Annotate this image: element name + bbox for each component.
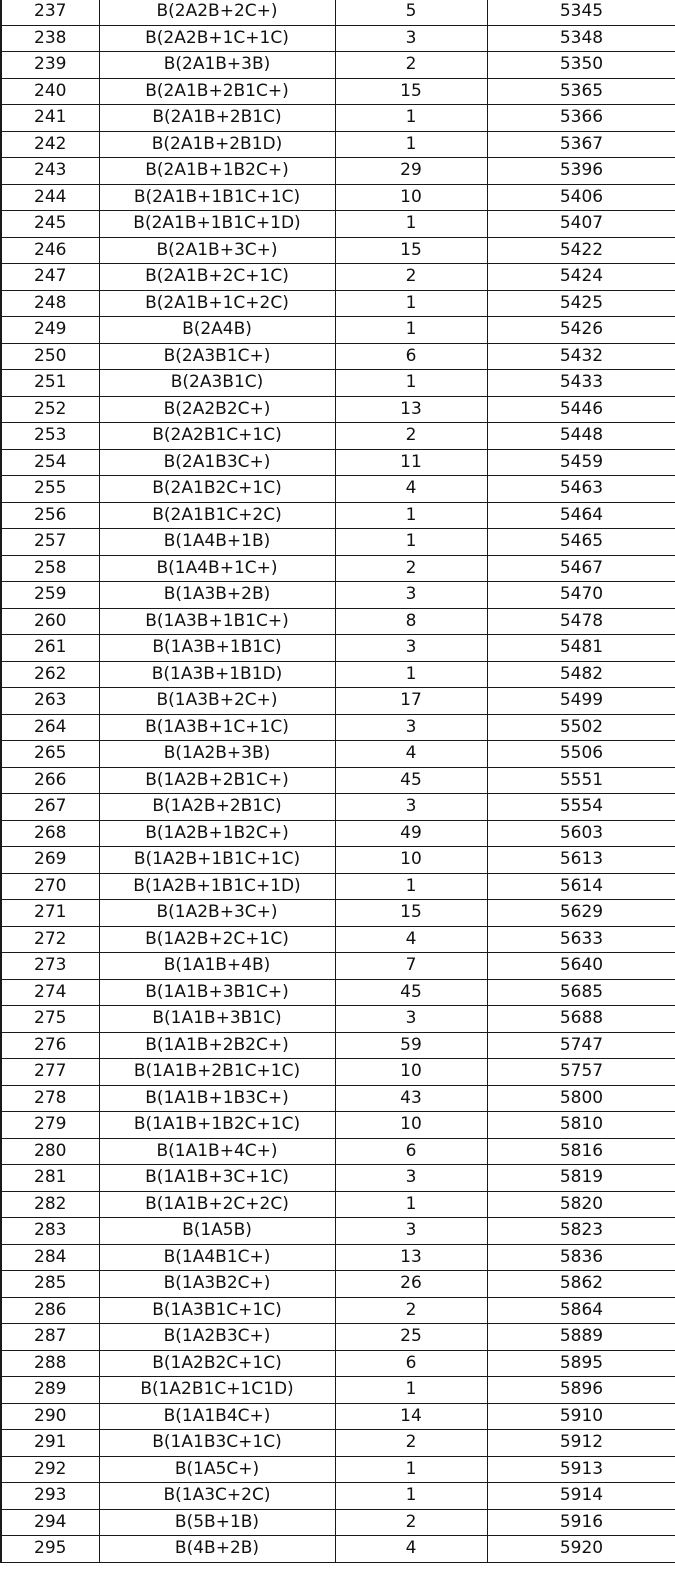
table-row bbox=[1, 714, 675, 741]
count-cell: 4 bbox=[335, 1536, 487, 1563]
cumulative-cell: 5422 bbox=[487, 237, 675, 264]
count-cell: 3 bbox=[335, 1218, 487, 1245]
table-row bbox=[1, 1483, 675, 1510]
composition-cell: B(1A3B2C+) bbox=[99, 1271, 335, 1298]
cumulative-cell: 5685 bbox=[487, 979, 675, 1006]
cumulative-cell: 5895 bbox=[487, 1350, 675, 1377]
row-number-cell: 293 bbox=[1, 1483, 99, 1510]
count-cell: 25 bbox=[335, 1324, 487, 1351]
count-cell: 1 bbox=[335, 370, 487, 397]
composition-cell: B(2A2B+2C+) bbox=[99, 0, 335, 25]
cumulative-cell: 5502 bbox=[487, 714, 675, 741]
table-row bbox=[1, 1456, 675, 1483]
cumulative-cell: 5603 bbox=[487, 820, 675, 847]
composition-cell: B(2A1B+2B1D) bbox=[99, 131, 335, 158]
composition-cell: B(2A1B+1C+2C) bbox=[99, 290, 335, 317]
composition-cell: B(1A3B+1C+1C) bbox=[99, 714, 335, 741]
composition-cell: B(1A2B+1B1C+1C) bbox=[99, 847, 335, 874]
composition-cell: B(1A2B+1B2C+) bbox=[99, 820, 335, 847]
count-cell: 14 bbox=[335, 1403, 487, 1430]
composition-cell: B(1A5B) bbox=[99, 1218, 335, 1245]
count-cell: 2 bbox=[335, 1430, 487, 1457]
row-number-cell: 269 bbox=[1, 847, 99, 874]
row-number-cell: 273 bbox=[1, 953, 99, 980]
cumulative-cell: 5345 bbox=[487, 0, 675, 25]
cumulative-cell: 5365 bbox=[487, 78, 675, 105]
table-row bbox=[1, 847, 675, 874]
cumulative-cell: 5551 bbox=[487, 767, 675, 794]
row-number-cell: 290 bbox=[1, 1403, 99, 1430]
composition-cell: B(5B+1B) bbox=[99, 1509, 335, 1536]
table-row bbox=[1, 555, 675, 582]
table-row bbox=[1, 1536, 675, 1563]
count-cell: 4 bbox=[335, 476, 487, 503]
count-cell: 1 bbox=[335, 661, 487, 688]
composition-cell: B(1A3B1C+1C) bbox=[99, 1297, 335, 1324]
table-row bbox=[1, 979, 675, 1006]
cumulative-cell: 5464 bbox=[487, 502, 675, 529]
row-number-cell: 267 bbox=[1, 794, 99, 821]
composition-cell: B(1A1B+3B1C) bbox=[99, 1006, 335, 1033]
table-row bbox=[1, 1112, 675, 1139]
cumulative-cell: 5478 bbox=[487, 608, 675, 635]
cumulative-cell: 5470 bbox=[487, 582, 675, 609]
composition-cell: B(1A4B1C+) bbox=[99, 1244, 335, 1271]
count-cell: 2 bbox=[335, 423, 487, 450]
table-row bbox=[1, 635, 675, 662]
count-cell: 3 bbox=[335, 582, 487, 609]
composition-cell: B(1A2B+2C+1C) bbox=[99, 926, 335, 953]
count-cell: 15 bbox=[335, 900, 487, 927]
count-cell: 1 bbox=[335, 317, 487, 344]
count-cell: 13 bbox=[335, 396, 487, 423]
cumulative-cell: 5426 bbox=[487, 317, 675, 344]
cumulative-cell: 5506 bbox=[487, 741, 675, 768]
composition-cell: B(2A1B+2C+1C) bbox=[99, 264, 335, 291]
table-row bbox=[1, 953, 675, 980]
composition-cell: B(1A2B+2B1C+) bbox=[99, 767, 335, 794]
cumulative-cell: 5407 bbox=[487, 211, 675, 238]
count-cell: 59 bbox=[335, 1032, 487, 1059]
count-cell: 15 bbox=[335, 78, 487, 105]
composition-cell: B(2A1B+1B1C+1C) bbox=[99, 184, 335, 211]
composition-cell: B(2A4B) bbox=[99, 317, 335, 344]
row-number-cell: 288 bbox=[1, 1350, 99, 1377]
cumulative-cell: 5482 bbox=[487, 661, 675, 688]
table-row bbox=[1, 1403, 675, 1430]
table-row bbox=[1, 794, 675, 821]
table-row bbox=[1, 529, 675, 556]
table-row bbox=[1, 767, 675, 794]
count-cell: 1 bbox=[335, 211, 487, 238]
row-number-cell: 244 bbox=[1, 184, 99, 211]
table-row bbox=[1, 1032, 675, 1059]
cumulative-cell: 5836 bbox=[487, 1244, 675, 1271]
cumulative-cell: 5463 bbox=[487, 476, 675, 503]
row-number-cell: 254 bbox=[1, 449, 99, 476]
row-number-cell: 242 bbox=[1, 131, 99, 158]
row-number-cell: 268 bbox=[1, 820, 99, 847]
count-cell: 1 bbox=[335, 529, 487, 556]
row-number-cell: 258 bbox=[1, 555, 99, 582]
composition-cell: B(2A1B+1B2C+) bbox=[99, 158, 335, 185]
cumulative-cell: 5816 bbox=[487, 1138, 675, 1165]
cumulative-cell: 5554 bbox=[487, 794, 675, 821]
composition-cell: B(1A1B+2C+2C) bbox=[99, 1191, 335, 1218]
composition-cell: B(1A4B+1B) bbox=[99, 529, 335, 556]
cumulative-cell: 5467 bbox=[487, 555, 675, 582]
row-number-cell: 241 bbox=[1, 105, 99, 132]
composition-cell: B(1A2B+2B1C) bbox=[99, 794, 335, 821]
count-cell: 2 bbox=[335, 264, 487, 291]
count-cell: 6 bbox=[335, 343, 487, 370]
count-cell: 4 bbox=[335, 741, 487, 768]
count-cell: 3 bbox=[335, 714, 487, 741]
row-number-cell: 281 bbox=[1, 1165, 99, 1192]
row-number-cell: 261 bbox=[1, 635, 99, 662]
cumulative-cell: 5912 bbox=[487, 1430, 675, 1457]
table-row bbox=[1, 343, 675, 370]
row-number-cell: 277 bbox=[1, 1059, 99, 1086]
table-row bbox=[1, 820, 675, 847]
table-row bbox=[1, 211, 675, 238]
row-number-cell: 245 bbox=[1, 211, 99, 238]
count-cell: 11 bbox=[335, 449, 487, 476]
row-number-cell: 295 bbox=[1, 1536, 99, 1563]
row-number-cell: 243 bbox=[1, 158, 99, 185]
count-cell: 29 bbox=[335, 158, 487, 185]
composition-cell: B(1A1B3C+1C) bbox=[99, 1430, 335, 1457]
cumulative-cell: 5424 bbox=[487, 264, 675, 291]
composition-cell: B(1A4B+1C+) bbox=[99, 555, 335, 582]
composition-cell: B(2A2B2C+) bbox=[99, 396, 335, 423]
cumulative-cell: 5864 bbox=[487, 1297, 675, 1324]
cumulative-cell: 5920 bbox=[487, 1536, 675, 1563]
row-number-cell: 263 bbox=[1, 688, 99, 715]
table-row bbox=[1, 1350, 675, 1377]
table-row bbox=[1, 290, 675, 317]
table-row bbox=[1, 449, 675, 476]
count-cell: 5 bbox=[335, 0, 487, 25]
composition-cell: B(1A1B+2B2C+) bbox=[99, 1032, 335, 1059]
count-cell: 4 bbox=[335, 926, 487, 953]
table-row bbox=[1, 608, 675, 635]
row-number-cell: 278 bbox=[1, 1085, 99, 1112]
cumulative-cell: 5629 bbox=[487, 900, 675, 927]
count-cell: 3 bbox=[335, 1165, 487, 1192]
table-row bbox=[1, 1509, 675, 1536]
count-cell: 10 bbox=[335, 1059, 487, 1086]
count-cell: 3 bbox=[335, 25, 487, 52]
cumulative-cell: 5448 bbox=[487, 423, 675, 450]
table-row bbox=[1, 1324, 675, 1351]
count-cell: 45 bbox=[335, 979, 487, 1006]
table-row bbox=[1, 105, 675, 132]
table-row bbox=[1, 502, 675, 529]
composition-cell: B(1A1B+2B1C+1C) bbox=[99, 1059, 335, 1086]
table-row bbox=[1, 370, 675, 397]
composition-cell: B(1A1B+4C+) bbox=[99, 1138, 335, 1165]
row-number-cell: 265 bbox=[1, 741, 99, 768]
cumulative-cell: 5757 bbox=[487, 1059, 675, 1086]
cumulative-cell: 5396 bbox=[487, 158, 675, 185]
count-cell: 1 bbox=[335, 1483, 487, 1510]
count-cell: 6 bbox=[335, 1138, 487, 1165]
composition-cell: B(1A2B1C+1C1D) bbox=[99, 1377, 335, 1404]
row-number-cell: 291 bbox=[1, 1430, 99, 1457]
cumulative-cell: 5916 bbox=[487, 1509, 675, 1536]
table-row bbox=[1, 1271, 675, 1298]
composition-cell: B(1A2B+3C+) bbox=[99, 900, 335, 927]
row-number-cell: 289 bbox=[1, 1377, 99, 1404]
row-number-cell: 262 bbox=[1, 661, 99, 688]
composition-cell: B(2A3B1C) bbox=[99, 370, 335, 397]
count-cell: 13 bbox=[335, 1244, 487, 1271]
count-cell: 2 bbox=[335, 1297, 487, 1324]
count-cell: 45 bbox=[335, 767, 487, 794]
composition-cell: B(2A1B3C+) bbox=[99, 449, 335, 476]
table-row bbox=[1, 237, 675, 264]
count-cell: 2 bbox=[335, 1509, 487, 1536]
row-number-cell: 238 bbox=[1, 25, 99, 52]
count-cell: 26 bbox=[335, 1271, 487, 1298]
cumulative-cell: 5819 bbox=[487, 1165, 675, 1192]
row-number-cell: 239 bbox=[1, 52, 99, 79]
composition-cell: B(1A2B2C+1C) bbox=[99, 1350, 335, 1377]
composition-cell: B(2A1B+2B1C+) bbox=[99, 78, 335, 105]
table-row bbox=[1, 317, 675, 344]
table-row bbox=[1, 900, 675, 927]
row-number-cell: 283 bbox=[1, 1218, 99, 1245]
cumulative-cell: 5896 bbox=[487, 1377, 675, 1404]
count-cell: 1 bbox=[335, 1191, 487, 1218]
cumulative-cell: 5862 bbox=[487, 1271, 675, 1298]
cumulative-cell: 5366 bbox=[487, 105, 675, 132]
count-cell: 3 bbox=[335, 794, 487, 821]
composition-cell: B(1A3B+1B1D) bbox=[99, 661, 335, 688]
table-row bbox=[1, 158, 675, 185]
count-cell: 6 bbox=[335, 1350, 487, 1377]
cumulative-cell: 5432 bbox=[487, 343, 675, 370]
table-row bbox=[1, 52, 675, 79]
cumulative-cell: 5348 bbox=[487, 25, 675, 52]
table-row bbox=[1, 1165, 675, 1192]
row-number-cell: 294 bbox=[1, 1509, 99, 1536]
row-number-cell: 264 bbox=[1, 714, 99, 741]
row-number-cell: 247 bbox=[1, 264, 99, 291]
cumulative-cell: 5350 bbox=[487, 52, 675, 79]
table-row bbox=[1, 1006, 675, 1033]
composition-cell: B(1A1B+3B1C+) bbox=[99, 979, 335, 1006]
count-cell: 1 bbox=[335, 105, 487, 132]
row-number-cell: 284 bbox=[1, 1244, 99, 1271]
count-cell: 3 bbox=[335, 1006, 487, 1033]
row-number-cell: 274 bbox=[1, 979, 99, 1006]
cumulative-cell: 5367 bbox=[487, 131, 675, 158]
row-number-cell: 259 bbox=[1, 582, 99, 609]
composition-cell: B(2A1B1C+2C) bbox=[99, 502, 335, 529]
composition-cell: B(2A1B2C+1C) bbox=[99, 476, 335, 503]
table-row bbox=[1, 1191, 675, 1218]
table-row bbox=[1, 184, 675, 211]
row-number-cell: 255 bbox=[1, 476, 99, 503]
cumulative-cell: 5425 bbox=[487, 290, 675, 317]
composition-cell: B(1A5C+) bbox=[99, 1456, 335, 1483]
cumulative-cell: 5640 bbox=[487, 953, 675, 980]
row-number-cell: 251 bbox=[1, 370, 99, 397]
cumulative-cell: 5446 bbox=[487, 396, 675, 423]
cumulative-cell: 5810 bbox=[487, 1112, 675, 1139]
row-number-cell: 280 bbox=[1, 1138, 99, 1165]
cumulative-cell: 5613 bbox=[487, 847, 675, 874]
cumulative-cell: 5910 bbox=[487, 1403, 675, 1430]
composition-cell: B(2A1B+3C+) bbox=[99, 237, 335, 264]
table-row bbox=[1, 0, 675, 25]
table-row bbox=[1, 661, 675, 688]
composition-cell: B(1A1B+4B) bbox=[99, 953, 335, 980]
count-cell: 10 bbox=[335, 184, 487, 211]
count-cell: 49 bbox=[335, 820, 487, 847]
table-row bbox=[1, 741, 675, 768]
cumulative-cell: 5481 bbox=[487, 635, 675, 662]
composition-cell: B(1A2B3C+) bbox=[99, 1324, 335, 1351]
cumulative-cell: 5823 bbox=[487, 1218, 675, 1245]
row-number-cell: 237 bbox=[1, 0, 99, 25]
row-number-cell: 266 bbox=[1, 767, 99, 794]
table-row bbox=[1, 264, 675, 291]
row-number-cell: 256 bbox=[1, 502, 99, 529]
composition-cell: B(2A2B+1C+1C) bbox=[99, 25, 335, 52]
composition-cell: B(1A1B+3C+1C) bbox=[99, 1165, 335, 1192]
cumulative-cell: 5433 bbox=[487, 370, 675, 397]
cumulative-cell: 5688 bbox=[487, 1006, 675, 1033]
row-number-cell: 282 bbox=[1, 1191, 99, 1218]
table-row bbox=[1, 78, 675, 105]
cumulative-cell: 5406 bbox=[487, 184, 675, 211]
row-number-cell: 292 bbox=[1, 1456, 99, 1483]
row-number-cell: 271 bbox=[1, 900, 99, 927]
row-number-cell: 286 bbox=[1, 1297, 99, 1324]
table-row bbox=[1, 926, 675, 953]
composition-cell: B(2A1B+3B) bbox=[99, 52, 335, 79]
composition-cell: B(2A1B+1B1C+1D) bbox=[99, 211, 335, 238]
table-row bbox=[1, 25, 675, 52]
table-row bbox=[1, 1085, 675, 1112]
table-row bbox=[1, 476, 675, 503]
row-number-cell: 257 bbox=[1, 529, 99, 556]
cumulative-cell: 5889 bbox=[487, 1324, 675, 1351]
count-cell: 8 bbox=[335, 608, 487, 635]
table-row bbox=[1, 423, 675, 450]
table-row bbox=[1, 396, 675, 423]
count-cell: 1 bbox=[335, 873, 487, 900]
row-number-cell: 240 bbox=[1, 78, 99, 105]
composition-cell: B(1A1B4C+) bbox=[99, 1403, 335, 1430]
row-number-cell: 260 bbox=[1, 608, 99, 635]
count-cell: 15 bbox=[335, 237, 487, 264]
row-number-cell: 275 bbox=[1, 1006, 99, 1033]
count-cell: 1 bbox=[335, 290, 487, 317]
count-cell: 3 bbox=[335, 635, 487, 662]
table-row bbox=[1, 1059, 675, 1086]
composition-cell: B(4B+2B) bbox=[99, 1536, 335, 1563]
cumulative-cell: 5747 bbox=[487, 1032, 675, 1059]
composition-cell: B(1A1B+1B2C+1C) bbox=[99, 1112, 335, 1139]
count-cell: 1 bbox=[335, 1456, 487, 1483]
composition-cell: B(1A3B+2C+) bbox=[99, 688, 335, 715]
row-number-cell: 287 bbox=[1, 1324, 99, 1351]
row-number-cell: 272 bbox=[1, 926, 99, 953]
cumulative-cell: 5614 bbox=[487, 873, 675, 900]
count-cell: 7 bbox=[335, 953, 487, 980]
cumulative-cell: 5800 bbox=[487, 1085, 675, 1112]
table-row bbox=[1, 1430, 675, 1457]
composition-cell: B(1A2B+3B) bbox=[99, 741, 335, 768]
table-row bbox=[1, 1377, 675, 1404]
row-number-cell: 276 bbox=[1, 1032, 99, 1059]
count-cell: 10 bbox=[335, 847, 487, 874]
cumulative-cell: 5820 bbox=[487, 1191, 675, 1218]
count-cell: 2 bbox=[335, 52, 487, 79]
composition-cell: B(1A3B+2B) bbox=[99, 582, 335, 609]
count-cell: 10 bbox=[335, 1112, 487, 1139]
table-row bbox=[1, 131, 675, 158]
cumulative-cell: 5633 bbox=[487, 926, 675, 953]
count-cell: 1 bbox=[335, 502, 487, 529]
composition-cell: B(1A1B+1B3C+) bbox=[99, 1085, 335, 1112]
composition-cell: B(1A3B+1B1C) bbox=[99, 635, 335, 662]
row-number-cell: 249 bbox=[1, 317, 99, 344]
table-row bbox=[1, 873, 675, 900]
cumulative-cell: 5913 bbox=[487, 1456, 675, 1483]
table-row bbox=[1, 582, 675, 609]
composition-cell: B(1A3B+1B1C+) bbox=[99, 608, 335, 635]
row-number-cell: 252 bbox=[1, 396, 99, 423]
count-cell: 2 bbox=[335, 555, 487, 582]
table-row bbox=[1, 1244, 675, 1271]
cumulative-cell: 5465 bbox=[487, 529, 675, 556]
row-number-cell: 285 bbox=[1, 1271, 99, 1298]
row-number-cell: 279 bbox=[1, 1112, 99, 1139]
row-number-cell: 250 bbox=[1, 343, 99, 370]
table-row bbox=[1, 1138, 675, 1165]
table-body bbox=[1, 0, 675, 1562]
composition-cell: B(1A2B+1B1C+1D) bbox=[99, 873, 335, 900]
cumulative-cell: 5459 bbox=[487, 449, 675, 476]
composition-cell: B(2A3B1C+) bbox=[99, 343, 335, 370]
count-cell: 1 bbox=[335, 131, 487, 158]
row-number-cell: 248 bbox=[1, 290, 99, 317]
cumulative-cell: 5914 bbox=[487, 1483, 675, 1510]
composition-cell: B(2A1B+2B1C) bbox=[99, 105, 335, 132]
row-number-cell: 253 bbox=[1, 423, 99, 450]
table-row bbox=[1, 1218, 675, 1245]
table-row bbox=[1, 688, 675, 715]
count-cell: 1 bbox=[335, 1377, 487, 1404]
composition-cell: B(2A2B1C+1C) bbox=[99, 423, 335, 450]
count-cell: 43 bbox=[335, 1085, 487, 1112]
composition-cell: B(1A3C+2C) bbox=[99, 1483, 335, 1510]
cumulative-cell: 5499 bbox=[487, 688, 675, 715]
table-row bbox=[1, 1297, 675, 1324]
row-number-cell: 270 bbox=[1, 873, 99, 900]
row-number-cell: 246 bbox=[1, 237, 99, 264]
count-cell: 17 bbox=[335, 688, 487, 715]
